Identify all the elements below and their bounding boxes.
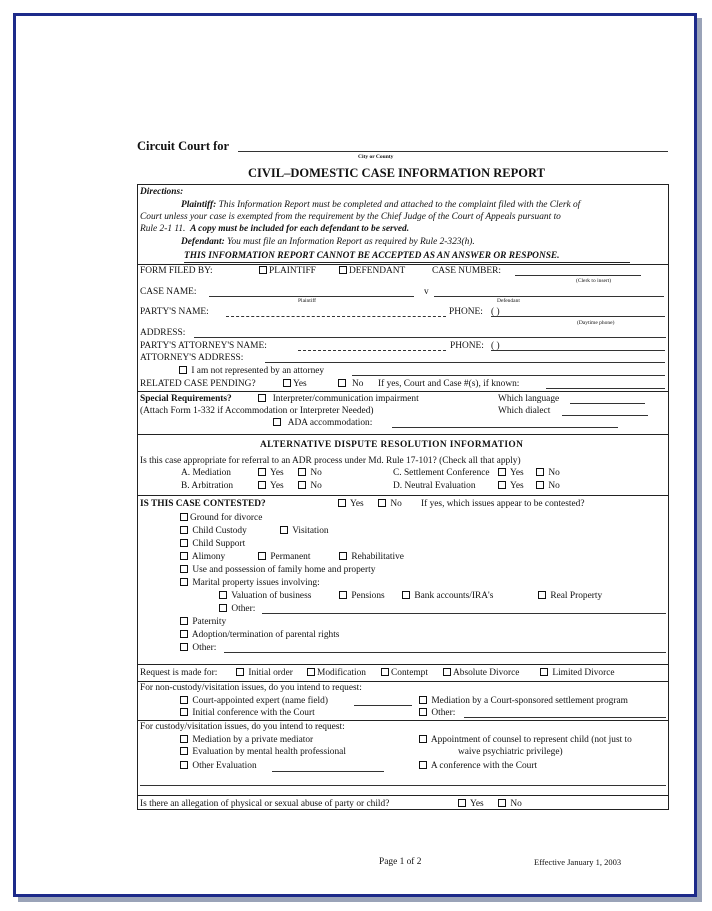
marital-property-checkbox[interactable] [180, 578, 188, 586]
contempt-option[interactable]: Contempt [381, 668, 428, 679]
attorney-name-field[interactable] [298, 350, 446, 351]
real-property-option[interactable]: Real Property [538, 591, 602, 602]
attorney-phone-field[interactable] [491, 350, 665, 351]
adr-heading: ALTERNATIVE DISPUTE RESOLUTION INFORMATION [260, 440, 524, 450]
rehabilitative-option[interactable]: Rehabilitative [339, 552, 404, 563]
other-property-checkbox[interactable] [219, 604, 227, 612]
arbitration-no-checkbox[interactable] [298, 481, 306, 489]
effective-date: Effective January 1, 2003 [534, 857, 622, 867]
defendant-caption: Defendant [497, 298, 520, 304]
ada-field[interactable] [392, 427, 618, 428]
visitation-checkbox[interactable] [280, 526, 288, 534]
related-no-checkbox[interactable] [338, 379, 346, 387]
modification-option[interactable]: Modification [307, 668, 366, 679]
private-mediator-option[interactable]: Mediation by a private mediator [180, 735, 313, 746]
page-number: Page 1 of 2 [379, 857, 422, 867]
neutral-no-option[interactable]: No [536, 481, 560, 492]
adr-arbitration-label: B. Arbitration [181, 481, 234, 491]
private-mediator-checkbox[interactable] [180, 735, 188, 743]
bank-accounts-checkbox[interactable] [402, 591, 410, 599]
mental-eval-checkbox[interactable] [180, 747, 188, 755]
non-custody-other-field[interactable] [464, 717, 666, 718]
other-issue-option[interactable]: Other: [180, 643, 216, 654]
mediation-no-option[interactable]: No [298, 468, 322, 479]
phone-field[interactable] [491, 316, 665, 317]
other-property-field[interactable] [262, 613, 666, 614]
abuse-no-option[interactable]: No [498, 799, 522, 810]
interpreter-option[interactable]: Interpreter/communication impairment [258, 394, 419, 405]
expert-option[interactable]: Court-appointed expert (name field) [180, 696, 328, 707]
directions-heading: Directions: [140, 187, 184, 197]
divider [137, 495, 669, 496]
child-support-checkbox[interactable] [180, 539, 188, 547]
pensions-checkbox[interactable] [339, 591, 347, 599]
adr-mediation-label: A. Mediation [181, 468, 231, 478]
visitation-option[interactable]: Visitation [280, 526, 329, 537]
plaintiff-directions: Plaintiff: This Information Report must be completed and attached to the complaint filed with the Clerk of [181, 200, 581, 210]
adr-settlement-label: C. Settlement Conference [393, 468, 490, 478]
adr-neutral-label: D. Neutral Evaluation [393, 481, 476, 491]
other-eval-option[interactable]: Other Evaluation [180, 761, 257, 772]
appoint-counsel-checkbox[interactable] [419, 735, 427, 743]
which-dialect-label: Which dialect [498, 406, 551, 416]
related-case-label: RELATED CASE PENDING? [140, 379, 256, 389]
use-possession-checkbox[interactable] [180, 565, 188, 573]
ground-divorce-checkbox[interactable] [180, 513, 188, 521]
settlement-yes-option[interactable]: Yes [498, 468, 524, 479]
related-yes-checkbox[interactable] [283, 379, 291, 387]
mediation-yes-checkbox[interactable] [258, 468, 266, 476]
warning-text: THIS INFORMATION REPORT CANNOT BE ACCEPTED AS AN ANSWER OR RESPONSE. [184, 251, 560, 261]
court-line [238, 151, 668, 152]
abuse-question: Is there an allegation of physical or sexual abuse of party or child? [140, 799, 390, 809]
marital-property-option[interactable]: Marital property issues involving: [180, 578, 320, 589]
custody-question: For custody/visitation issues, do you intend to request: [140, 722, 345, 732]
plaintiff-directions-2: Court unless your case is exempted from the requirement by the Chief Judge of the Court of Appeals pursuant to [140, 212, 561, 222]
phone-label: PHONE: [449, 307, 483, 317]
ada-checkbox[interactable] [273, 418, 281, 426]
defendant-directions: Defendant: You must file an Information Report as required by Rule 2-323(h). [181, 237, 475, 247]
alimony-checkbox[interactable] [180, 552, 188, 560]
related-if-yes: If yes, Court and Case #(s), if known: [378, 379, 520, 389]
attorney-address-label: ATTORNEY'S ADDRESS: [140, 353, 244, 363]
contested-heading: IS THIS CASE CONTESTED? [140, 499, 266, 509]
court-conference-checkbox[interactable] [419, 761, 427, 769]
permanent-checkbox[interactable] [258, 552, 266, 560]
attorney-phone-label: PHONE: [450, 341, 484, 351]
divider [137, 264, 669, 265]
adr-question: Is this case appropriate for referral to an ADR process under Md. Rule 17-101? (Check all that apply) [140, 456, 521, 466]
which-language-field[interactable] [570, 403, 645, 404]
contested-yes-checkbox[interactable] [338, 499, 346, 507]
plaintiff-checkbox[interactable] [259, 266, 267, 274]
plaintiff-caption: Plaintiff [298, 298, 316, 304]
divider [137, 681, 669, 682]
related-case-field[interactable] [546, 388, 665, 389]
contested-no-checkbox[interactable] [378, 499, 386, 507]
abuse-yes-checkbox[interactable] [458, 799, 466, 807]
which-dialect-field[interactable] [562, 415, 648, 416]
form-filed-by-label: FORM FILED BY: [140, 266, 213, 276]
request-label: Request is made for: [140, 668, 218, 678]
real-property-checkbox[interactable] [538, 591, 546, 599]
partys-name-field[interactable] [226, 316, 446, 317]
absolute-divorce-checkbox[interactable] [443, 668, 451, 676]
adoption-option[interactable]: Adoption/termination of parental rights [180, 630, 339, 641]
abuse-yes-option[interactable]: Yes [458, 799, 484, 810]
divider [137, 795, 669, 796]
plaintiff-option[interactable]: PLAINTIFF [259, 266, 316, 277]
initial-order-checkbox[interactable] [236, 668, 244, 676]
case-name-label: CASE NAME: [140, 287, 197, 297]
non-custody-other-option[interactable]: Other: [419, 708, 455, 719]
plaintiff-directions-3: Rule 2-1 11. A copy must be included for each defendant to be served. [140, 224, 410, 234]
contested-if-yes: If yes, which issues appear to be contested? [421, 499, 585, 509]
clerk-caption: (Clerk to insert) [576, 278, 612, 284]
defendant-option[interactable]: DEFENDANT [339, 266, 405, 277]
ground-divorce-option[interactable]: Ground for divorce [180, 513, 262, 524]
settlement-yes-checkbox[interactable] [498, 468, 506, 476]
rehabilitative-checkbox[interactable] [339, 552, 347, 560]
child-custody-option[interactable]: Child Custody [180, 526, 247, 537]
adoption-checkbox[interactable] [180, 630, 188, 638]
absolute-divorce-option[interactable]: Absolute Divorce [443, 668, 519, 679]
partys-name-label: PARTY'S NAME: [140, 307, 209, 317]
initial-conference-option[interactable]: Initial conference with the Court [180, 708, 315, 719]
valuation-checkbox[interactable] [219, 591, 227, 599]
neutral-no-checkbox[interactable] [536, 481, 544, 489]
ada-option[interactable]: ADA accommodation: [273, 418, 372, 429]
use-possession-option[interactable]: Use and possession of family home and property [180, 565, 375, 576]
daytime-caption: (Daytime phone) [577, 320, 615, 326]
contested-no-option[interactable]: No [378, 499, 402, 510]
not-represented-line [352, 375, 665, 376]
neutral-yes-checkbox[interactable] [498, 481, 506, 489]
paternity-option[interactable]: Paternity [180, 617, 226, 628]
arbitration-yes-option[interactable]: Yes [258, 481, 284, 492]
mediation-no-checkbox[interactable] [298, 468, 306, 476]
arbitration-yes-checkbox[interactable] [258, 481, 266, 489]
settlement-program-option[interactable]: Mediation by a Court-sponsored settlement program [419, 696, 628, 707]
versus-label: v [424, 287, 429, 297]
interpreter-checkbox[interactable] [258, 394, 266, 402]
address-field[interactable] [194, 337, 666, 338]
attorney-address-field[interactable] [265, 362, 665, 363]
special-requirements-heading: Special Requirements? [140, 394, 232, 404]
contempt-checkbox[interactable] [381, 668, 389, 676]
city-county-caption: City or County [358, 154, 394, 160]
other-issue-checkbox[interactable] [180, 643, 188, 651]
bank-accounts-option[interactable]: Bank accounts/IRA's [402, 591, 493, 602]
divider [137, 434, 669, 435]
court-label: Circuit Court for [137, 139, 230, 153]
divider [137, 720, 669, 721]
initial-conference-checkbox[interactable] [180, 708, 188, 716]
court-conference-option[interactable]: A conference with the Court [419, 761, 537, 772]
defendant-checkbox[interactable] [339, 266, 347, 274]
related-no-option[interactable]: No [338, 379, 363, 390]
initial-order-option[interactable]: Initial order [236, 668, 293, 679]
alimony-option[interactable]: Alimony [180, 552, 225, 563]
pensions-option[interactable]: Pensions [339, 591, 385, 602]
arbitration-no-option[interactable]: No [298, 481, 322, 492]
valuation-option[interactable]: Valuation of business [219, 591, 311, 602]
page-title: CIVIL–DOMESTIC CASE INFORMATION REPORT [248, 166, 545, 180]
related-yes-option[interactable]: Yes [283, 379, 307, 390]
settlement-no-option[interactable]: No [536, 468, 560, 479]
abuse-no-checkbox[interactable] [498, 799, 506, 807]
limited-divorce-checkbox[interactable] [540, 668, 548, 676]
appoint-counsel-option[interactable]: Appointment of counsel to represent child (not just to [419, 735, 632, 746]
custody-notes-field[interactable] [140, 785, 666, 786]
not-represented-checkbox[interactable] [179, 366, 187, 374]
modification-checkbox[interactable] [307, 668, 315, 676]
child-custody-checkbox[interactable] [180, 526, 188, 534]
non-custody-question: For non-custody/visitation issues, do you intend to request: [140, 683, 362, 693]
other-issue-field[interactable] [224, 652, 666, 653]
other-eval-field[interactable] [272, 771, 384, 772]
not-represented-option[interactable]: I am not represented by an attorney [179, 366, 324, 377]
child-support-option[interactable]: Child Support [180, 539, 245, 550]
other-property-option[interactable]: Other: [219, 604, 255, 615]
settlement-program-checkbox[interactable] [419, 696, 427, 704]
divider [137, 391, 669, 392]
contested-yes-option[interactable]: Yes [338, 499, 364, 510]
case-name-defendant-field[interactable] [434, 296, 664, 297]
neutral-yes-option[interactable]: Yes [498, 481, 524, 492]
non-custody-other-checkbox[interactable] [419, 708, 427, 716]
address-label: ADDRESS: [140, 328, 186, 338]
warning-underline [184, 262, 630, 263]
expert-field[interactable] [354, 705, 412, 706]
case-number-label: CASE NUMBER: [432, 266, 502, 276]
case-number-field[interactable] [515, 275, 641, 276]
phone-paren: ( ) [491, 307, 500, 317]
limited-divorce-option[interactable]: Limited Divorce [540, 668, 615, 679]
attach-form-note: (Attach Form 1-332 if Accommodation or Interpreter Needed) [140, 406, 374, 416]
expert-checkbox[interactable] [180, 696, 188, 704]
attorney-phone-paren: ( ) [491, 341, 500, 351]
divider [137, 664, 669, 665]
paternity-checkbox[interactable] [180, 617, 188, 625]
mediation-yes-option[interactable]: Yes [258, 468, 284, 479]
which-language-label: Which language [498, 394, 560, 404]
appoint-counsel-line2: waive psychiatric privilege) [458, 747, 563, 757]
attorney-name-label: PARTY'S ATTORNEY'S NAME: [140, 341, 267, 351]
settlement-no-checkbox[interactable] [536, 468, 544, 476]
case-name-plaintiff-field[interactable] [209, 296, 414, 297]
mental-eval-option[interactable]: Evaluation by mental health professional [180, 747, 346, 758]
permanent-option[interactable]: Permanent [258, 552, 310, 563]
other-eval-checkbox[interactable] [180, 761, 188, 769]
